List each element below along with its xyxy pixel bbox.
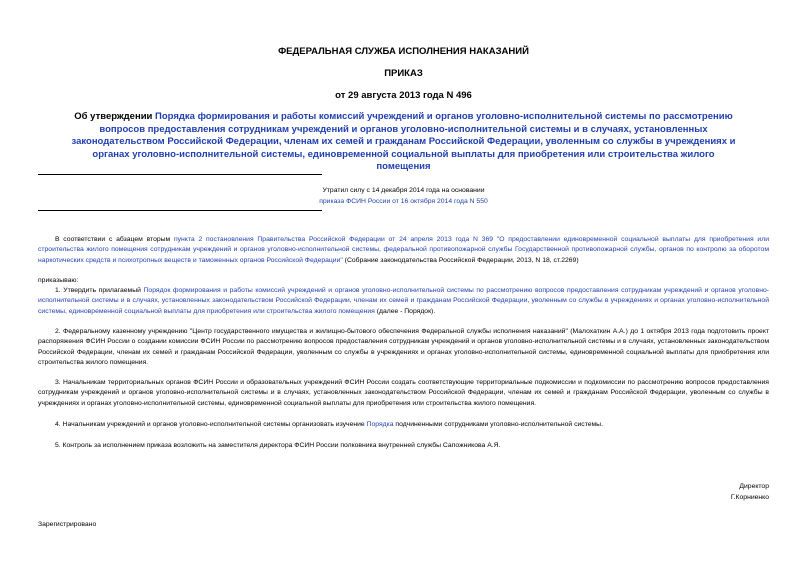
registration-note: Зарегистрировано bbox=[38, 521, 97, 528]
lost-force-link[interactable]: приказа ФСИН России от 16 октября 2014 года N 550 bbox=[319, 198, 488, 205]
paragraph-4-suffix: подчиненными сотрудниками уголовно-исполнительной системы. bbox=[393, 421, 603, 428]
title-order-link[interactable]: Порядка формирования и работы комиссий учреждений и органов уголовно-исполнительной системы по рассмотрению вопросов предоставления сотрудникам учреждений и органов уголовно-исполнительной системы и в случаях, установленных законодательством Российской Федерации, членам их семей и гражданам Российской Федерации, уволенным со службы в учреждениях и органах уголовно-исполнительной системы, единовременной социальной выплаты для приобретения или строительства жилого помещения bbox=[71, 111, 736, 172]
agency-name: ФЕДЕРАЛЬНАЯ СЛУЖБА ИСПОЛНЕНИЯ НАКАЗАНИЙ bbox=[278, 46, 529, 57]
signature-name: Г.Корниенко bbox=[730, 494, 769, 501]
paragraph-1-suffix: (далее - Порядок). bbox=[374, 307, 436, 315]
paragraph-1 bbox=[38, 286, 769, 317]
lost-force-note bbox=[300, 185, 507, 207]
lost-force-text: Утратил силу с 14 декабря 2014 года на основании bbox=[322, 187, 485, 194]
paragraph-4 bbox=[38, 420, 769, 430]
paragraph-3: 3. Начальникам территориальных органов ФСИН России и образовательных учреждений ФСИН России создать соответствующие территориальные подкомиссии и подкомиссии по рассмотрению вопросов предоставления сотрудникам учреждений и органов уголовно-исполнительной системы и в случаях, установленных законодательством Российской Федерации, членам их семей и гражданам Российской Федерации, уволенным со службы в учреждениях и органах уголовно-исполнительной системы, единовременной социальной выплаты для приобретения или строительства жилого помещения. bbox=[38, 379, 769, 407]
paragraph-2: 2. Федеральному казенному учреждению "Центр государственного имущества и жилищно-бытового обеспечения Федеральной службы исполнения наказаний" (Малохаткин А.А.) до 1 октября 2013 года подготовить проект распоряжения ФСИН России о создании комиссии ФСИН России по рассмотрению вопросов предоставления сотрудникам учреждений и органов уголовно-исполнительной системы и в случаях, установленных законодательством Российской Федерации, членам их семей и гражданам Российской Федерации, уволенным со службы в учреждениях и органах уголовно-исполнительной системы, единовременной социальной выплаты для приобретения или строительства жилого помещения. bbox=[38, 328, 769, 367]
intro-text: В соответствии с абзацем вторым bbox=[55, 236, 174, 243]
document-date-number: от 29 августа 2013 года N 496 bbox=[335, 90, 472, 101]
document-type: ПРИКАЗ bbox=[384, 68, 423, 79]
paragraph-1-procedure-link[interactable]: Порядок формирования и работы комиссий учреждений и органов уголовно-исполнительной системы по рассмотрению вопросов предоставления сотрудникам учреждений и органов уголовно-исполнительной системы и в случаях, установленных законодательством Российской Федерации, членам их семей и гражданам Российской Федерации, уволенным со службы в учреждениях и органах уголовно-исполнительной системы, единовременной социальной выплаты для приобретения или строительства жилого помещения bbox=[38, 287, 769, 315]
paragraph-1-prefix: 1. Утвердить прилагаемый bbox=[55, 287, 144, 294]
paragraph-5: 5. Контроль за исполнением приказа возложить на заместителя директора ФСИН России полковника внутренней службы Сапожникова А.Я. bbox=[55, 442, 501, 449]
divider-bottom bbox=[38, 210, 322, 211]
intro-resolution-link[interactable]: пункта 2 постановления Правительства Российской Федерации от 24 апреля 2013 года N 369 "О предоставлении единовременной социальной выплаты для приобретения или строительства жилого помещения сотрудникам учреждений и органов уголовно-исполнительной системы, федеральной противопожарной службы Государственной противопожарной службы, органов по контролю за оборотом наркотических средств и психотропных веществ и таможенных органов Российской Федерации" bbox=[38, 236, 769, 264]
prikazyvayu-label: приказываю: bbox=[38, 277, 79, 284]
signature-block bbox=[650, 481, 769, 503]
paragraph-4-procedure-link[interactable]: Порядка bbox=[366, 421, 394, 428]
intro-paragraph bbox=[38, 235, 769, 266]
title-prefix: Об утверждении bbox=[74, 111, 156, 122]
paragraph-4-prefix: 4. Начальникам учреждений и органов уголовно-исполнительной системы организовать изучение bbox=[55, 421, 367, 428]
divider-top bbox=[38, 174, 322, 175]
document-title bbox=[70, 111, 737, 174]
signature-position: Директор bbox=[739, 483, 769, 490]
intro-source: (Собрание законодательства Российской Федерации, 2013, N 18, ст.2269) bbox=[342, 256, 579, 264]
